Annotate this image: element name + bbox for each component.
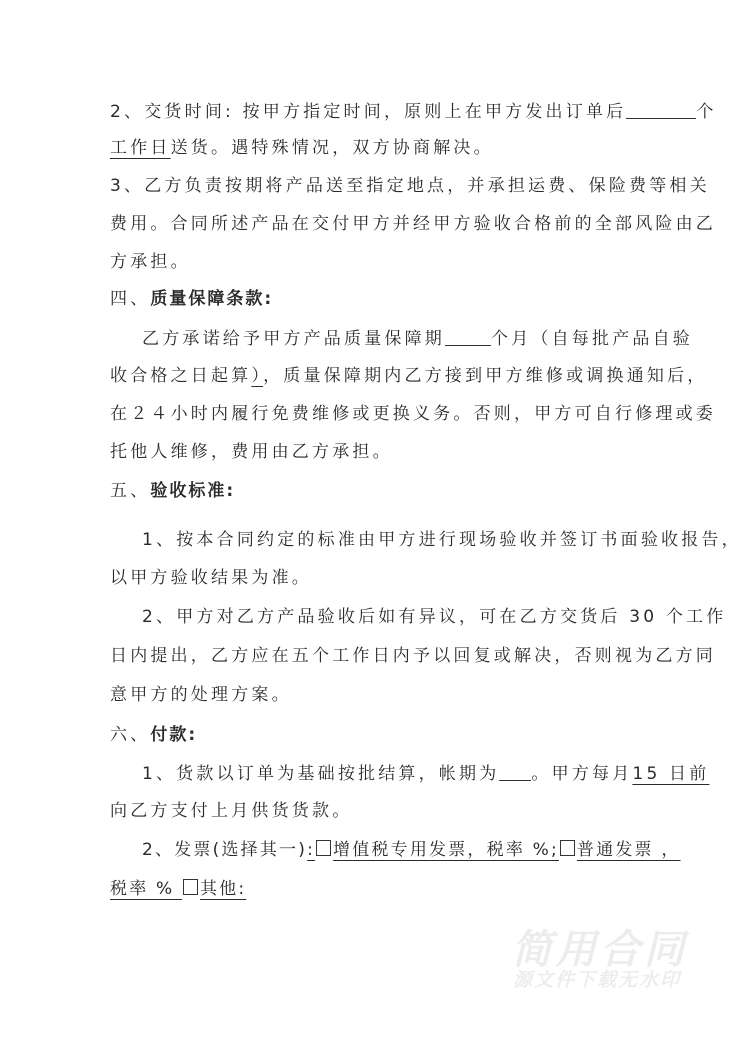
section4-number: 四、: [110, 289, 151, 309]
vat-special-checkbox[interactable]: [316, 840, 331, 856]
section6-number: 六、: [110, 725, 151, 745]
delivery-unit: 个: [696, 102, 717, 122]
section4-para-line4: 托他人维修，费用由乙方承担。: [110, 442, 393, 462]
section5-item2-line3: 意甲方的处理方案。: [110, 685, 292, 705]
invoice-options-underlined-cont: [110, 879, 246, 899]
section5-heading: [110, 480, 630, 502]
vat-special-label: 增值税专用发票，税率 %;: [333, 840, 559, 860]
credit-period-blank: [499, 762, 531, 781]
section6-item1-line1: [142, 762, 710, 785]
general-invoice-label: 普通发票 ，: [576, 840, 681, 860]
paren-underlined: ）: [251, 366, 264, 386]
transport-clause-line3: 方承担。: [110, 252, 191, 272]
section6-item2-line1: [142, 839, 681, 861]
invoice-options-underlined: [307, 840, 680, 860]
section6-item2-line2: [110, 878, 630, 900]
transport-clause-line2: 费用。合同所述产品在交付甲方并经甲方验收合格前的全部风险由乙: [110, 214, 716, 234]
workday-underlined: 工作日: [110, 138, 171, 158]
invoice-text: 2、发票(选择其一): [142, 840, 308, 860]
other-invoice-label: 其他:: [199, 879, 247, 899]
section4-title: 质量保障条款:: [150, 289, 274, 309]
other-invoice-checkbox[interactable]: [183, 879, 198, 895]
section6-item1-line2: 向乙方支付上月供货货款。: [110, 801, 353, 821]
section5-title: 验收标准:: [150, 481, 236, 501]
section5-item2-line2: 日内提出，乙方应在五个工作日内予以回复或解决，否则视为乙方同: [110, 646, 716, 666]
watermark-brand: 简用合同: [512, 927, 688, 973]
warranty-notice-text: ，质量保障期内乙方接到甲方维修或调换通知后，: [263, 366, 708, 386]
section5-item1-line1: 1、按本合同约定的标准由甲方进行现场验收并签订书面验收报告，: [142, 530, 742, 550]
section5-item2-line1: 2、甲方对乙方产品验收后如有异议，可在乙方交货后 30 个工作: [142, 607, 727, 627]
warranty-text: 乙方承诺给予甲方产品质量保障期: [142, 329, 445, 349]
warranty-months-blank: [445, 327, 491, 346]
section6-title: 付款:: [150, 725, 198, 745]
transport-clause-line1: 3、乙方负责按期将产品送至指定地点，并承担运费、保险费等相关: [110, 176, 710, 196]
watermark-tagline: 源文件下载无水印: [513, 969, 682, 991]
delivery-clause-line1: [110, 100, 717, 123]
payment-text-cont: 。甲方每月: [531, 764, 633, 784]
delivery-days-blank: [626, 100, 696, 119]
section6-heading: [110, 724, 630, 746]
delivery-text-cont: 送货。遇特殊情况，双方协商解决。: [170, 138, 494, 158]
section4-para-line3: 在２４小时内履行免费维修或更换义务。否则，甲方可自行修理或委: [110, 404, 716, 424]
section5-item1-line2: 以甲方验收结果为准。: [110, 568, 312, 588]
tax-rate-label: 税率 %: [110, 879, 182, 899]
payment-text: 1、货款以订单为基础按批结算，帐期为: [142, 764, 500, 784]
section4-heading: [110, 288, 630, 310]
section4-para-line1: [142, 327, 693, 350]
warranty-text-cont: 个月（自每批产品自验: [491, 329, 693, 349]
section4-para-line2: [110, 365, 708, 387]
general-invoice-checkbox[interactable]: [560, 840, 575, 856]
warranty-start-text: 收合格之日起算: [110, 366, 252, 386]
payment-day-underlined: 15 日前: [632, 764, 710, 784]
section5-number: 五、: [110, 481, 151, 501]
delivery-clause-line2: [110, 137, 630, 159]
delivery-text: 2、交货时间: 按甲方指定时间，原则上在甲方发出订单后: [110, 102, 627, 122]
colon: :: [307, 840, 316, 860]
